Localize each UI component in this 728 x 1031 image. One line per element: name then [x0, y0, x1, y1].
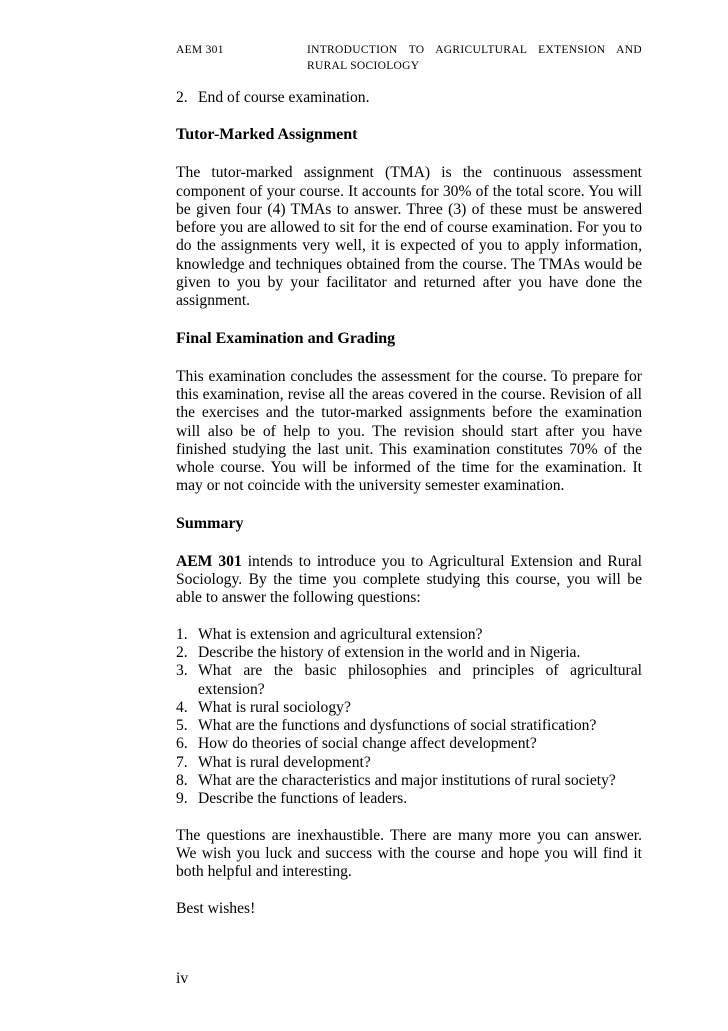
- signoff: Best wishes!: [176, 899, 256, 917]
- course-title: INTRODUCTION TO AGRICULTURAL EXTENSION AND RURAL SOCIOLOGY: [307, 44, 642, 72]
- questions-list: [176, 626, 642, 809]
- summary-intro: [176, 553, 642, 608]
- question-item: [176, 644, 642, 662]
- tma-paragraph: The tutor-marked assignment (TMA) is the continuous assessment component of your course. It accounts for 30% of the total score. You will be given four (4) TMAs to answer. Three (3) of these must be answered before you are allowed to sit for the end of course examination. For you to do the assignments very well, it is expected of you to apply information, knowledge and techniques obtained from the course. The TMAs would be given to you by your facilitator and returned after you have done the assignment.: [176, 164, 642, 310]
- question-text: What are the basic philosophies and principles of agricultural extension?: [198, 662, 642, 698]
- question-item: [176, 772, 642, 790]
- question-item: [176, 662, 642, 699]
- question-text: What are the functions and dysfunctions of social stratification?: [198, 717, 597, 735]
- question-number: 1.: [176, 625, 188, 643]
- summary-heading: Summary: [176, 514, 244, 532]
- question-number: 5.: [176, 717, 188, 735]
- course-code: AEM 301: [176, 44, 224, 56]
- final-exam-heading: Final Examination and Grading: [176, 329, 396, 347]
- question-item: [176, 735, 642, 753]
- question-text: Describe the history of extension in the world and in Nigeria.: [198, 643, 581, 661]
- list-item: [176, 89, 642, 107]
- question-item: [176, 754, 642, 772]
- question-number: 7.: [176, 753, 188, 771]
- summary-intro-course-code: AEM 301: [176, 552, 242, 570]
- question-number: 9.: [176, 790, 188, 808]
- question-number: 8.: [176, 772, 188, 790]
- question-text: How do theories of social change affect development?: [198, 735, 537, 753]
- question-number: 6.: [176, 735, 188, 753]
- summary-intro-text: intends to introduce you to Agricultural Extension and Rural Sociology. By the time you complete studying this course, you will be able to answer the following questions:: [176, 552, 642, 607]
- question-text: What are the characteristics and major institutions of rural society?: [198, 772, 616, 790]
- question-item: [176, 790, 642, 808]
- question-number: 3.: [176, 662, 188, 680]
- closing-paragraph: The questions are inexhaustible. There are many more you can answer. We wish you luck and success with the course and hope you will find it both helpful and interesting.: [176, 826, 642, 881]
- list-item-text: End of course examination.: [198, 89, 370, 106]
- question-item: [176, 699, 642, 717]
- page-number: iv: [176, 970, 189, 987]
- assessment-list: [176, 89, 642, 107]
- list-item-number: 2.: [176, 89, 188, 106]
- page-content: [176, 89, 642, 918]
- question-text: What is extension and agricultural extension?: [198, 625, 483, 643]
- question-number: 2.: [176, 643, 188, 661]
- question-number: 4.: [176, 698, 188, 716]
- question-text: What is rural development?: [198, 753, 371, 771]
- question-item: [176, 717, 642, 735]
- final-exam-paragraph: This examination concludes the assessment for the course. To prepare for this examination, revise all the areas covered in the course. Revision of all the exercises and the tutor-marked assignments before the examination will also be of help to you. The revision should start after you have finished studying the last unit. This examination constitutes 70% of the whole course. You will be informed of the time for the examination. It may or not coincide with the university semester examination.: [176, 367, 642, 495]
- question-text: Describe the functions of leaders.: [198, 790, 408, 808]
- tma-heading: Tutor-Marked Assignment: [176, 126, 358, 144]
- question-item: [176, 626, 642, 644]
- question-text: What is rural sociology?: [198, 698, 351, 716]
